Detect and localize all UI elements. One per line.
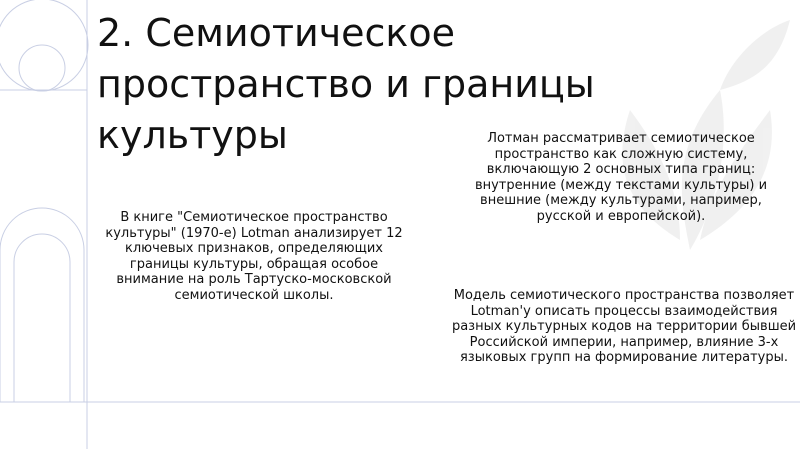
paragraph-right-bottom: Модель семиотического пространства позволяет Lotman'у описать процессы взаимодействия разных культурных кодов на территории бывшей Российской империи, например, влияние 3-х языковых групп на формирование литературы. — [451, 288, 797, 365]
paragraph-right-top: Лотман рассматривает семиотическое пространство как сложную систему, включающую 2 основных типа границ: внутренние (между текстами культуры) и внешние (между культурами, например, русской и европейской). — [474, 131, 768, 224]
inner-arch-icon — [14, 234, 70, 402]
small-circle-icon — [19, 45, 65, 91]
paragraph-left: В книге "Семиотическое пространство культуры" (1970-е) Lotman анализирует 12 ключевых признаков, определяющих границы культуры, обращая особое внимание на роль Тартуско-московской семиотической школы. — [105, 210, 403, 303]
large-circle-icon — [0, 0, 88, 91]
outer-arch-icon — [0, 208, 84, 402]
slide-title: 2. Семиотическое пространство и границы культуры — [97, 11, 595, 157]
